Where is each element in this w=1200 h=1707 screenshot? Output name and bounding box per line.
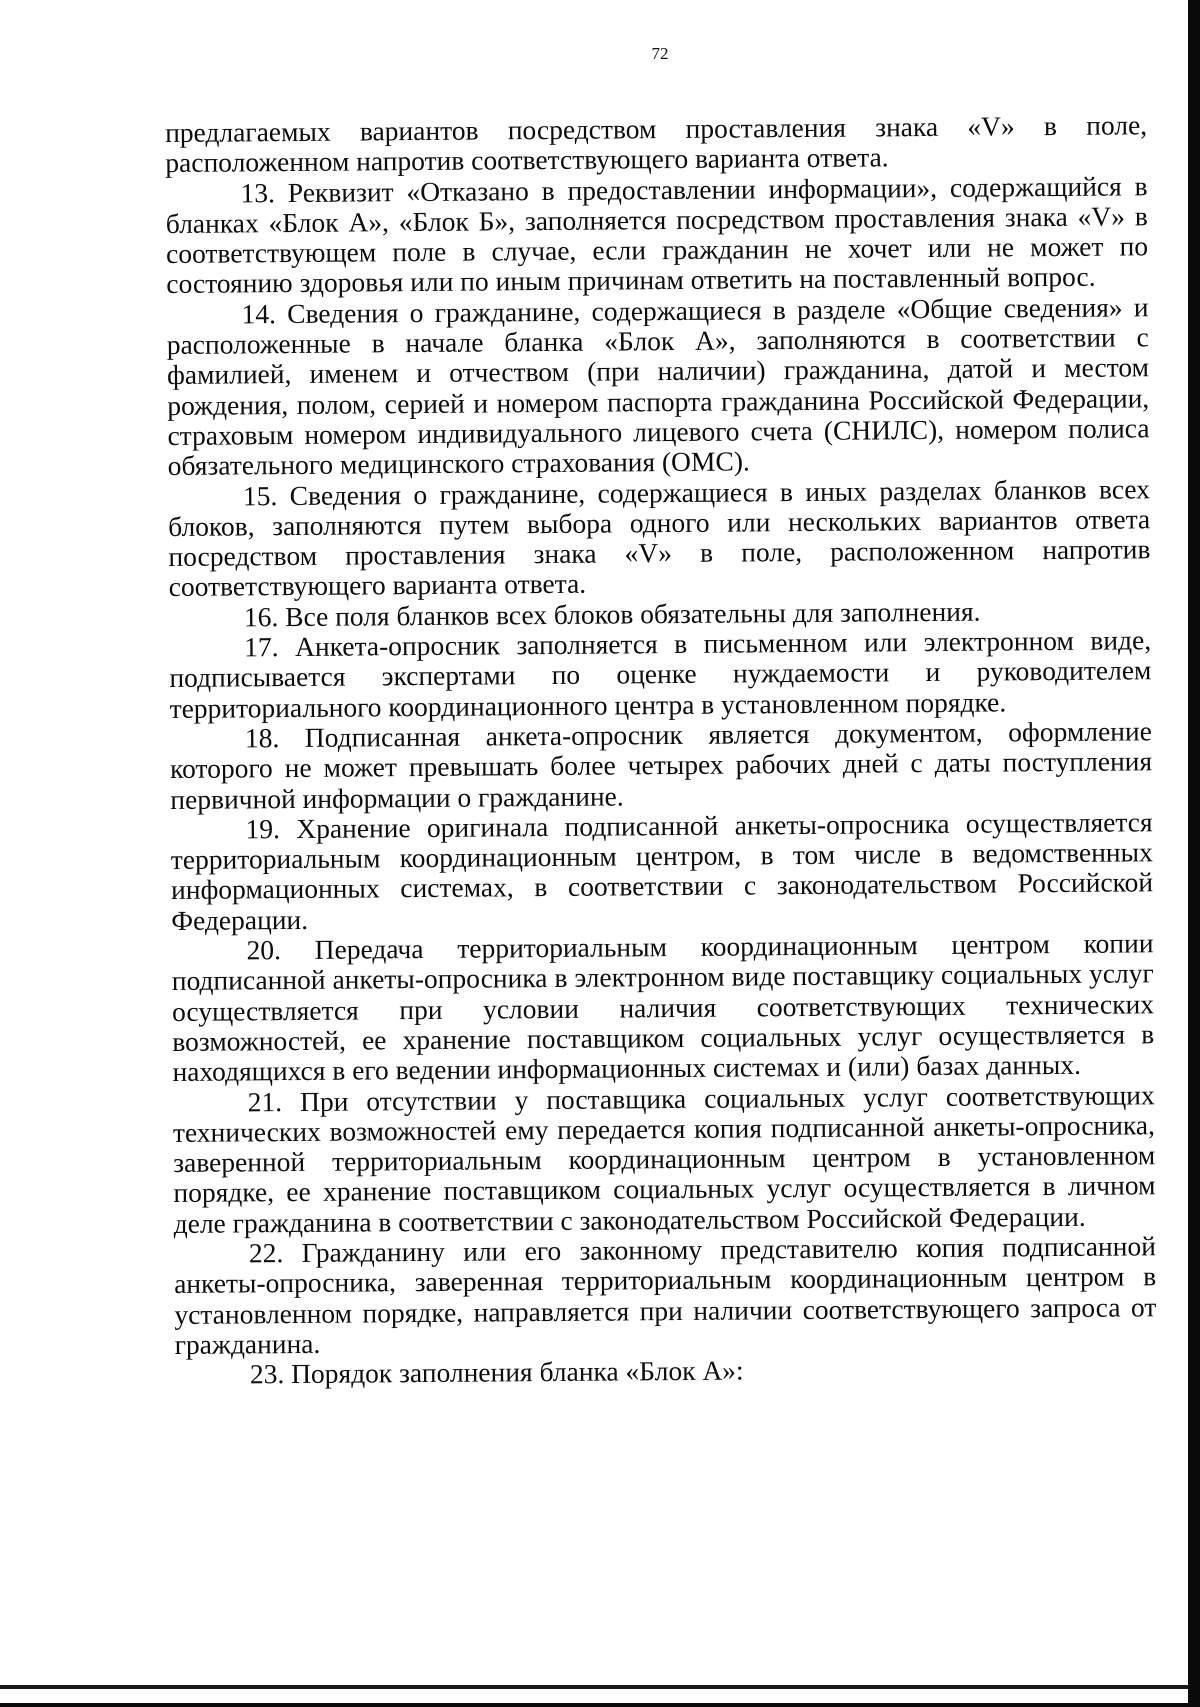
paragraph-13: 13. Реквизит «Отказано в предоставлении информации», содержащийся в бланках «Блок А», «Блок Б», заполняется посредством проставления знака «V» в соответствующем поле в случае, если гражданин не хочет или не может по состоянию здоровья или по иным причинам ответить на поставленный вопрос.: [165, 169, 1149, 300]
page-number: 72: [651, 44, 669, 63]
paragraph-19: 19. Хранение оригинала подписанной анкеты-опросника осуществляется территориальным координационным центром, в том числе в ведомственных информационных системах, в соответствии с законодательством Российской Федерации.: [170, 806, 1154, 936]
scan-edge-bottom: [0, 1703, 1200, 1707]
paragraph-17: 17. Анкета-опросник заполняется в письменном или электронном виде, подписывается экспертами по оценке нуждаемости и руководителем территориального координационного центра в установленном порядке.: [169, 624, 1152, 724]
paragraph-continuation: предлагаемых вариантов посредством проставления знака «V» в поле, расположенном напротив соответствующего варианта ответа.: [164, 109, 1148, 179]
paragraph-21: 21. При отсутствии у поставщика социальных услуг соответствующих технических возможностей ему передается копия подписанной анкеты-опросника, заверенной территориальным координационным центром в установленном порядке, ее хранение поставщиком социальных услуг осуществляется в личном деле гражданина в соответствии с законодательством Российской Федерации.: [172, 1078, 1156, 1239]
paragraph-15: 15. Сведения о гражданине, содержащиеся в иных разделах бланков всех блоков, заполняются путем выбора одного или нескольких вариантов ответа посредством проставления знака «V» в поле, расположенном напротив соответствующего варианта ответа.: [168, 472, 1151, 603]
paragraph-14: 14. Сведения о гражданине, содержащиеся в разделе «Общие сведения» и расположенные в начале бланка «Блок А», заполняются в соответствии с фамилией, именем и отчеством (при наличии) гражданина, датой и местом рождения, полом, серией и номером паспорта гражданина Российской Федерации, страховым номером индивидуального лицевого счета (СНИЛС), номером полиса обязательного медицинского страхования (ОМС).: [166, 291, 1150, 482]
paragraph-22: 22. Гражданину или его законному представителю копия подписанной анкеты-опросника, заверенная территориальным координационным центром в установленном порядке, направляется при наличии соответствующего запроса от гражданина.: [174, 1230, 1157, 1360]
paragraph-18: 18. Подписанная анкета-опросник является документом, оформление которого не может превышать более четырех рабочих дней с даты поступления первичной информации о гражданине.: [169, 715, 1153, 815]
paragraph-23: 23. Порядок заполнения бланка «Блок А»:: [249, 1354, 744, 1390]
scan-edge-line: [0, 1685, 1188, 1689]
paragraph-16: 16. Все поля бланков всех блоков обязательны для заполнения.: [243, 595, 981, 633]
scan-edge-right: [1188, 0, 1200, 1707]
document-body: [165, 110, 1157, 1390]
paragraph-20: 20. Передача территориальным координационным центром копии подписанной анкеты-опросника в электронном виде поставщику социальных услуг осуществляется при условии наличия соответствующих технических возможностей, ее хранение поставщиком социальных услуг осуществляется в находящихся в его ведении информационных системах и (или) базах данных.: [171, 927, 1155, 1088]
